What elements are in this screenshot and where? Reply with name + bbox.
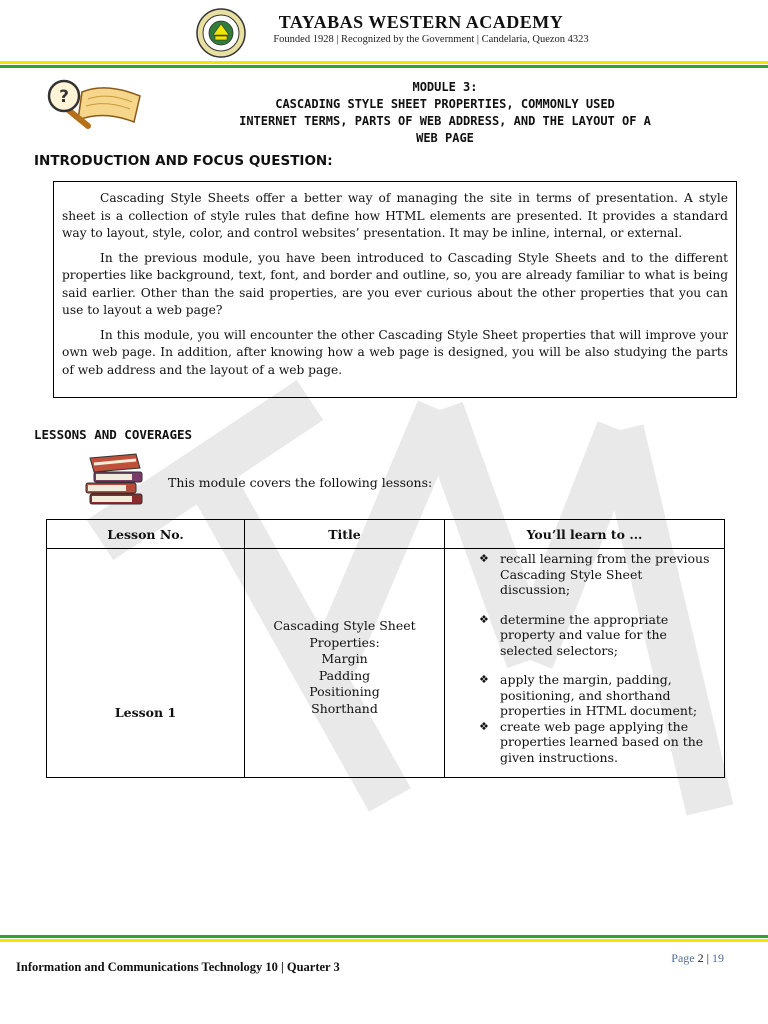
intro-box bbox=[53, 181, 737, 398]
lesson-title-line: Padding bbox=[318, 667, 371, 683]
list-item bbox=[479, 612, 716, 659]
intro-paragraph: Cascading Style Sheets offer a better way of managing the site in terms of presentation. A style sheet is a collection of style rules that define how HTML elements are presented. It provides a standard way to layout, style, color, and control websites’ presentation. It may be inline, internal, or external. bbox=[62, 191, 728, 240]
coverage-heading: LESSONS AND COVERAGES bbox=[34, 427, 193, 442]
stacked-books-icon bbox=[82, 450, 150, 508]
lesson-title-line: Properties: bbox=[309, 634, 380, 650]
learn-objective-text: determine the appropriate property and value for the selected selectors; bbox=[500, 611, 669, 658]
table-row bbox=[47, 549, 725, 778]
page-total: 19 bbox=[712, 951, 724, 965]
module-title-line: WEB PAGE bbox=[416, 131, 474, 145]
diamond-bullet-icon: ❖ bbox=[479, 612, 489, 626]
list-item bbox=[479, 719, 716, 766]
module-title-line: INTERNET TERMS, PARTS OF WEB ADDRESS, AND THE LAYOUT OF A bbox=[239, 114, 651, 128]
learn-objectives-cell bbox=[445, 549, 725, 778]
coverage-intro-text: This module covers the following lessons: bbox=[168, 475, 433, 490]
school-seal-icon bbox=[196, 8, 246, 58]
header-stripe-green bbox=[0, 65, 768, 68]
magnifier-book-icon bbox=[44, 72, 144, 130]
lesson-title-line: Shorthand bbox=[311, 700, 378, 716]
header-stripe-yellow bbox=[0, 61, 768, 64]
school-name: TAYABAS WESTERN ACADEMY bbox=[278, 12, 564, 32]
page-header bbox=[0, 0, 768, 70]
diamond-bullet-icon: ❖ bbox=[479, 552, 489, 565]
module-title bbox=[160, 79, 730, 147]
page-number: Page 2 | 19 bbox=[671, 951, 724, 965]
page-label: Page bbox=[671, 951, 695, 965]
lesson-number-cell: Lesson 1 bbox=[47, 549, 245, 778]
table-header-row bbox=[47, 520, 725, 549]
diamond-bullet-icon: ❖ bbox=[479, 719, 489, 733]
column-header-learn: You’ll learn to ... bbox=[445, 520, 725, 549]
lesson-title-line: Cascading Style Sheet bbox=[273, 618, 416, 633]
intro-paragraph: In this module, you will encounter the other Cascading Style Sheet properties that will improve your own web page. In addition, after knowing how a web page is designed, you will be also studying the parts of web address and the layout of a web page. bbox=[62, 327, 728, 377]
footer-stripe-green bbox=[0, 935, 768, 938]
list-item bbox=[479, 551, 716, 598]
learn-objectives-list bbox=[479, 551, 716, 765]
list-item bbox=[479, 672, 716, 719]
lesson-title-cell bbox=[245, 549, 445, 778]
learn-objective-text: recall learning from the previous Cascading Style Sheet discussion; bbox=[500, 551, 710, 597]
footer-course: Information and Communications Technology 10 | Quarter 3 bbox=[16, 960, 340, 974]
intro-heading: INTRODUCTION AND FOCUS QUESTION: bbox=[34, 153, 333, 169]
module-number: MODULE 3: bbox=[412, 80, 478, 94]
column-header-lesson-no: Lesson No. bbox=[47, 520, 245, 549]
page-current: 2 bbox=[697, 951, 704, 965]
svg-text:?: ? bbox=[59, 87, 69, 107]
column-header-title: Title bbox=[245, 520, 445, 549]
lessons-table bbox=[46, 519, 725, 778]
footer-stripe-yellow bbox=[0, 939, 768, 942]
learn-objective-text: apply the margin, padding, positioning, and shorthand properties in HTML document; bbox=[500, 672, 698, 718]
intro-paragraph: In the previous module, you have been introduced to Cascading Style Sheets and to the different properties like background, text, font, and border and outline, so, you are already familiar to what is being said earlier. Other than the said properties, are you ever curious about the other properties that you can use to layout a web page? bbox=[62, 250, 728, 317]
learn-objective-text: create web page applying the properties learned based on the given instructions. bbox=[500, 718, 704, 765]
module-title-line: CASCADING STYLE SHEET PROPERTIES, COMMONLY USED bbox=[275, 97, 615, 111]
lesson-title-line: Positioning bbox=[309, 684, 380, 699]
school-subtitle: Founded 1928 | Recognized by the Government | Candelaria, Quezon 4323 bbox=[273, 34, 589, 45]
lesson-title-line: Margin bbox=[321, 651, 368, 666]
diamond-bullet-icon: ❖ bbox=[479, 673, 489, 686]
